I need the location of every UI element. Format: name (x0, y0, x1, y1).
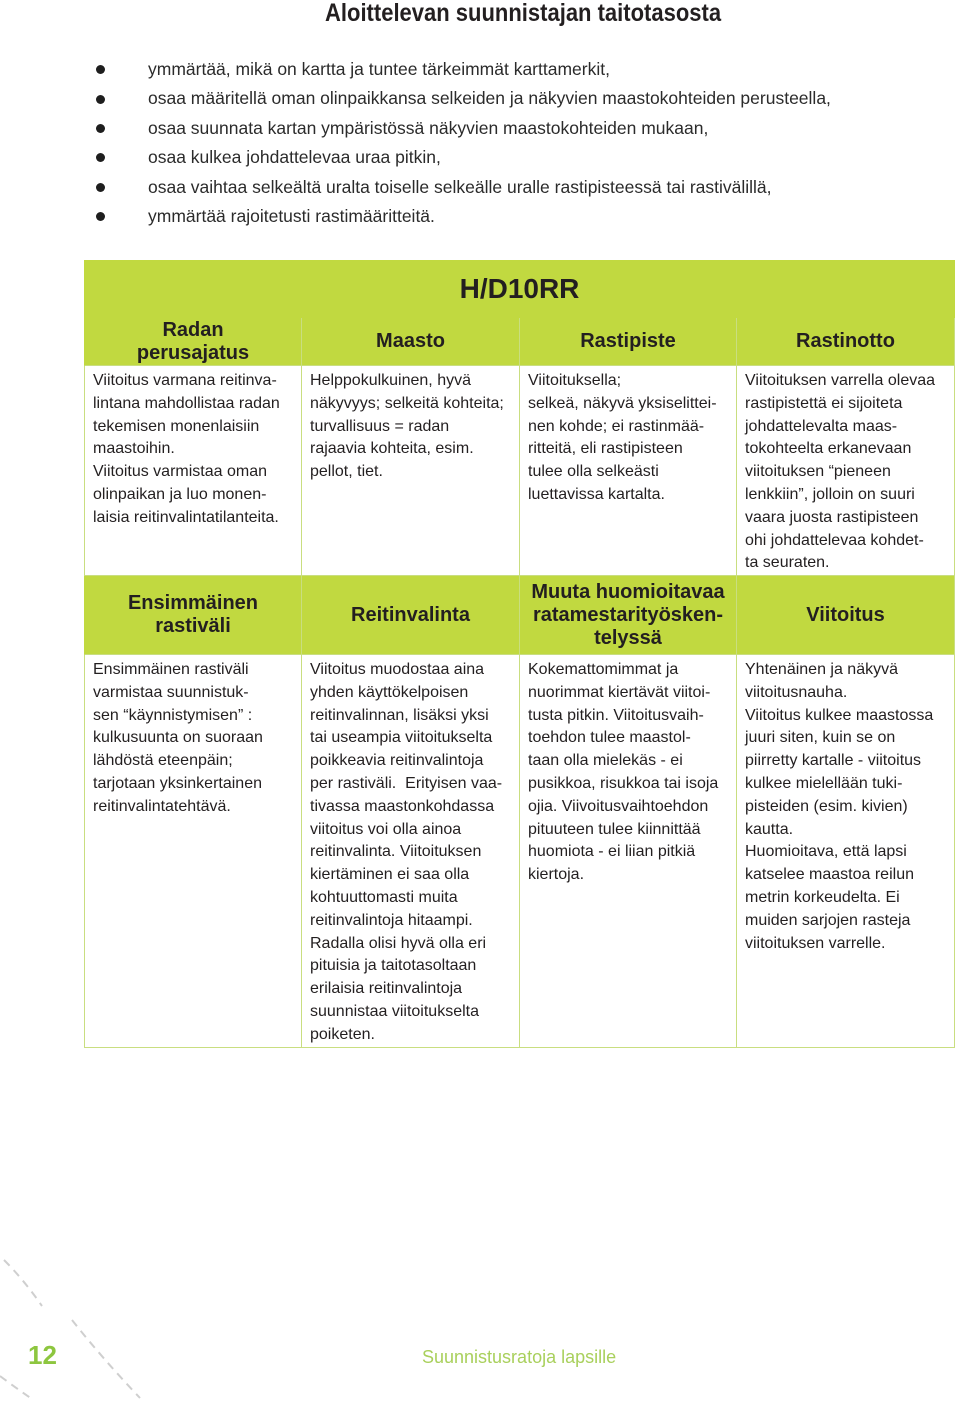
text-line: poikkeavia reitinvalintoja (310, 752, 484, 770)
text-line: sen “käynnistymisen” : (93, 706, 253, 724)
text-line: turvallisuus = radan (310, 417, 450, 435)
skill-text: osaa suunnata kartan ympäristössä näkyvien maastokohteiden mukaan, (148, 117, 709, 138)
text-line: ta seuraten. (745, 554, 830, 572)
skill-text: osaa määritellä oman olinpaikkansa selkeiden ja näkyvien maastokohteiden perusteella, (148, 88, 831, 109)
cell-ensimmainen-rastivali (84, 655, 302, 1048)
header-maasto (302, 318, 520, 366)
text-line: tekemisen monenlaisiin (93, 417, 260, 435)
text-line: nuorimmat kiertävät viitoi- (528, 683, 711, 701)
header-viitoitus (737, 576, 955, 655)
list-item (90, 55, 831, 84)
cell-maasto (302, 366, 520, 576)
text-line: pituisia ja taitotasoltaan (310, 957, 477, 975)
text-line: Viitoituksen varrella olevaa (745, 372, 936, 389)
list-item (90, 202, 831, 231)
text-line: Helppokulkuinen, hyvä (310, 372, 471, 389)
text-line: selkeä, näkyvä yksiselittei- (528, 394, 717, 412)
text-line: varmistaa suunnistuk- (93, 683, 249, 701)
text-line: kautta. (745, 820, 794, 838)
text-line: Huomioitava, että lapsi (745, 843, 907, 861)
page-number: 12 (28, 1340, 57, 1370)
text-line: ratamestarityösken- (532, 603, 724, 626)
text-line: Ensimmäinen rastiväli (93, 661, 249, 678)
text-line: katselee maastoa reilun (745, 866, 914, 884)
text-line: huomiota - ei liian pitkiä (528, 843, 696, 861)
list-item (90, 84, 831, 113)
text-line: kulkusuunta on suoraan (93, 729, 263, 747)
header-radan-perusajatus (84, 318, 302, 366)
dashed-route-decoration (0, 1250, 150, 1401)
text-line: Viitoitus varmistaa oman (93, 463, 267, 481)
text-line: juuri siten, kuin se on (745, 729, 896, 747)
text-line: nen kohde; ei rastinmää- (528, 417, 705, 435)
text-line: tarjotaan yksinkertainen (93, 774, 262, 792)
text-line: Viitoituksella; (528, 372, 622, 389)
text-line: tulee olla selkeästi (528, 463, 659, 481)
cell-muuta-huomioitavaa (520, 655, 737, 1048)
table-title-band (84, 260, 955, 318)
text-line: per rastiväli. Erityisen vaa- (310, 774, 503, 792)
skill-text: osaa vaihtaa selkeältä uralta toiselle selkeälle uralle rastipisteessä tai rastivälillä, (148, 176, 772, 197)
text-line: ritteitä, eli rastipisteen (528, 440, 683, 458)
table-title: H/D10RR (459, 273, 580, 304)
text-line: reitinvalintoja hitaampi. (310, 911, 473, 929)
header-ensimmainen-rastivali (84, 576, 302, 655)
text-line: viitoitusnauha. (745, 683, 848, 701)
text-line: yhden käyttökelpoisen (310, 683, 469, 701)
text-line: reitinvalinnan, lisäksi yksi (310, 706, 489, 724)
text-line: kiertoja. (528, 866, 585, 884)
text-line: luettavissa kartalta. (528, 485, 665, 503)
text-line: reitinvalinta. Viitoituksen (310, 843, 482, 861)
text-line: kulkee mielellään tuki- (745, 774, 903, 792)
skill-text: ymmärtää rajoitetusti rastimääritteitä. (148, 205, 435, 226)
text-line: viitoituksen “pieneen (745, 463, 891, 481)
page-title: Aloittelevan suunnistajan taitotasosta (325, 0, 722, 27)
text-line: taan olla mielekäs - ei (528, 752, 683, 770)
text-line: tusta pitkin. Viitoitusvaih- (528, 706, 704, 724)
skills-list (90, 55, 831, 231)
text-line: olinpaikan ja luo monen- (93, 485, 267, 503)
text-line: laisia reitinvalintatilanteita. (93, 508, 279, 526)
text-line: viitoitus voi olla ainoa (310, 820, 462, 838)
text-line: muiden sarjojen rasteja (745, 911, 911, 929)
text-line: rastiväli (155, 615, 231, 637)
bullet-icon (96, 212, 105, 221)
text-line: tivassa maastonkohdassa (310, 797, 495, 815)
text-line: Muuta huomioitavaa (531, 580, 725, 603)
header-rastinotto (737, 318, 955, 366)
text-line: metrin korkeudelta. Ei (745, 888, 900, 906)
text-line: rastipistettä ei sijoiteta (745, 394, 903, 412)
text-line: ojia. Viivoitusvaihtoehdon (528, 797, 709, 815)
list-item (90, 173, 831, 202)
text-line: rajaavia kohteita, esim. (310, 440, 474, 458)
text-line: kiertäminen ei saa olla (310, 866, 470, 884)
text-line: erilaisia reitinvalintoja (310, 980, 463, 998)
bullet-icon (96, 124, 105, 133)
publication-title: Suunnistusratoja lapsille (422, 1347, 617, 1367)
text-line: Ensimmäinen (127, 592, 259, 614)
bullet-icon (96, 153, 105, 162)
course-table (84, 260, 955, 1048)
list-item (90, 143, 831, 172)
text-line: Viitoitus (806, 603, 885, 626)
text-line: toehdon tulee maastol- (528, 729, 691, 747)
text-line: pisteiden (esim. kivien) (745, 797, 908, 815)
text-line: Reitinvalinta (351, 603, 470, 626)
text-line: pituuteen tulee kiinnittää (528, 820, 701, 838)
text-line: viitoituksen varrelle. (745, 934, 886, 952)
text-line: Viitoitus muodostaa aina (310, 661, 485, 678)
text-line: näkyvyys; selkeitä kohteita; (310, 394, 504, 412)
cell-radan-perusajatus (84, 366, 302, 576)
header-rastipiste (520, 318, 737, 366)
text-line: Rastipiste (580, 330, 676, 352)
text-line: maastoihin. (93, 440, 175, 458)
text-line: Rastinotto (796, 330, 895, 352)
bullet-icon (96, 95, 105, 104)
text-line: Viitoitus kulkee maastossa (745, 706, 934, 724)
skill-text: ymmärtää, mikä on kartta ja tuntee tärkeimmät karttamerkit, (148, 59, 610, 79)
header-muuta-huomioitavaa (520, 576, 737, 655)
cell-rastinotto (737, 366, 955, 576)
text-line: lenkkiin”, jolloin on suuri (745, 485, 915, 503)
text-line: poiketen. (310, 1025, 375, 1043)
cell-viitoitus (737, 655, 955, 1048)
text-line: Viitoitus varmana reitinva- (93, 372, 277, 389)
cell-rastipiste (520, 366, 737, 576)
text-line: reitinvalintatehtävä. (93, 797, 231, 815)
text-line: Yhtenäinen ja näkyvä (745, 661, 898, 678)
text-line: kohtuuttomasti muita (310, 888, 458, 906)
text-line: lähdöstä eteenpäin; (93, 752, 233, 770)
text-line: piirretty kartalle - viitoitus (745, 752, 922, 770)
list-item (90, 114, 831, 143)
skill-text: osaa kulkea johdattelevaa uraa pitkin, (148, 147, 441, 168)
bullet-icon (96, 65, 105, 74)
text-line: suunnistaa viitoitukselta (310, 1002, 479, 1020)
text-line: pusikkoa, risukkoa tai isoja (528, 774, 719, 792)
text-line: lintana mahdollistaa radan (93, 394, 280, 412)
text-line: tokohteelta erkanevaan (745, 440, 912, 458)
text-line: Maasto (376, 330, 445, 352)
text-line: ohi johdattelevaa kohdet- (745, 531, 924, 549)
text-line: vaara juosta rastipisteen (745, 508, 919, 526)
text-line: pellot, tiet. (310, 463, 383, 481)
text-line: johdattelevalta maas- (745, 417, 898, 435)
text-line: Kokemattomimmat ja (528, 661, 679, 678)
cell-reitinvalinta (302, 655, 520, 1048)
bullet-icon (96, 183, 105, 192)
header-reitinvalinta (302, 576, 520, 655)
text-line: tai useampia viitoitukselta (310, 729, 493, 747)
text-line: Radalla olisi hyvä olla eri (310, 934, 487, 952)
text-line: telyssä (594, 626, 662, 649)
text-line: Radan (162, 318, 224, 341)
text-line: perusajatus (136, 341, 250, 364)
